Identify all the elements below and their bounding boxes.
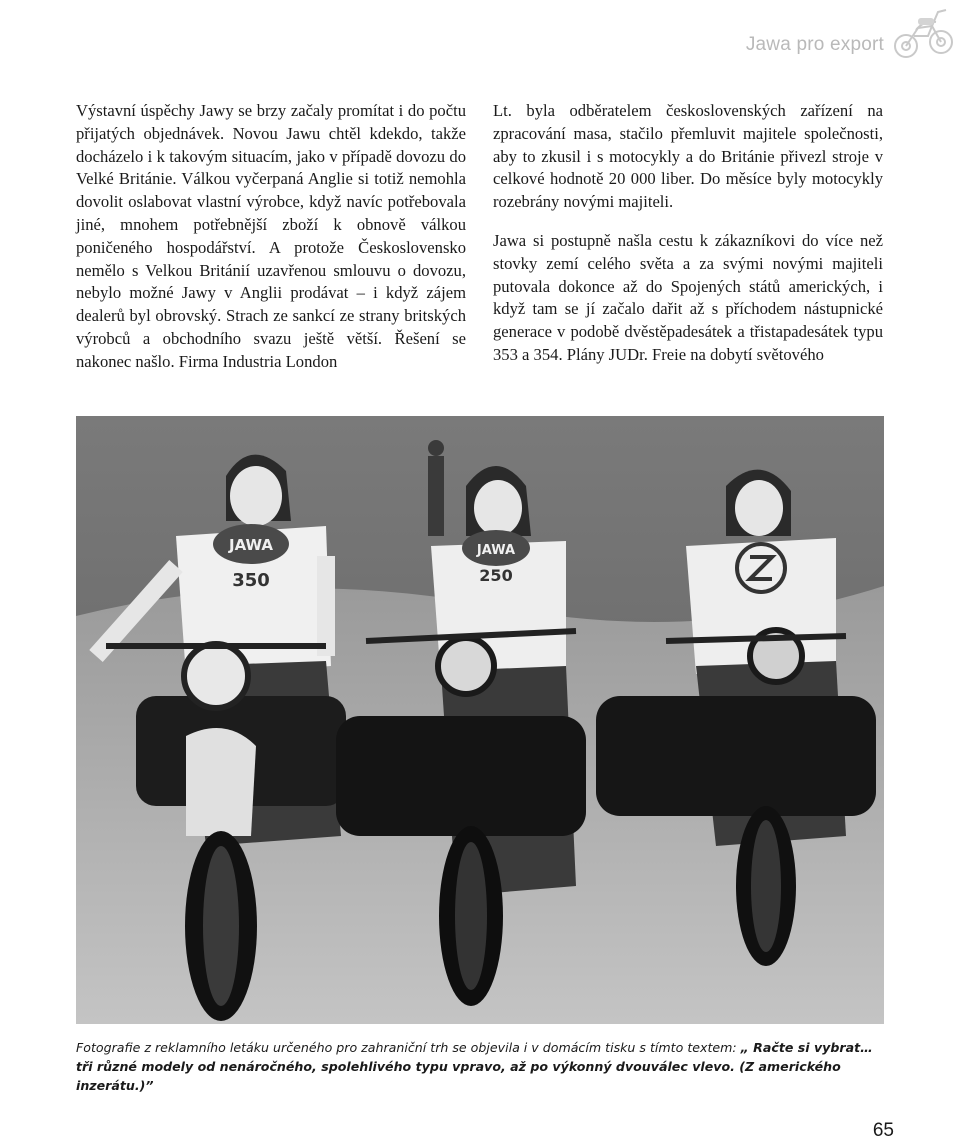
shirt-label-brand: JAWA (476, 543, 516, 558)
left-paragraph: Výstavní úspěchy Jawy se brzy začaly promítat i do počtu přijatých objednávek. Novou Jawu chtěl kdekdo, takže docházelo i k takovým situacím, jako v případě dovozu do Velké Británie. Válkou vyčerpaná Anglie si totiž nemohla dovolit oslabovat vlastní výrobce, když navíc potřebovala jiné, mnohem potřebnější zboží k obnově válkou poničeného hospodářství. A protože Československo nemělo s Velkou Británií uzavřenou smlouvu o dovozu, nebylo možné Jawy v Anglii prodávat – i když zájem dealerů byl obrovský. Strach ze sankcí ze strany britských výrobců a obchodního svazu ještě větší. Řešení se nakonec našlo. Firma Industria London (76, 101, 466, 371)
right-text-column (493, 100, 883, 383)
caption-quote: „ Račte si vybrat…tři různé modely od nenáročného, spolehlivého typu vpravo, až po výkonný dvouválec vlevo. (Z amerického inzerátu.)” (76, 1040, 873, 1093)
caption-intro: Fotografie z reklamního letáku určeného pro zahraniční trh se objevila i v domácím tisku s tímto textem: (76, 1040, 741, 1055)
motorcycle-icon (892, 2, 954, 62)
advertising-photograph (76, 416, 884, 1024)
photo-illustration (76, 416, 884, 1024)
running-header-title: Jawa pro export (745, 34, 884, 55)
shirt-label-brand: JAWA (229, 536, 273, 554)
shirt-label-model: 250 (479, 566, 513, 585)
page-number: 65 (872, 1120, 894, 1141)
shirt-label-model: 350 (232, 570, 270, 591)
photo-caption (76, 1038, 888, 1095)
right-paragraph-1: Lt. byla odběratelem československých zařízení na zpracování masa, stačilo přemluvit majitele společnosti, aby to zkusil i s motocykly a do Británie přivezl stroje v celkové hodnotě 20 000 liber. Do měsíce byly motocykly rozebrány novými majiteli. (493, 101, 883, 212)
left-text-column (76, 100, 466, 390)
right-paragraph-2: Jawa si postupně našla cestu k zákazníkovi do více než stovky zemí celého světa a za svými novými majiteli putovala dokonce až do Spojených států amerických, i když tam se jí začalo dařit až s příchodem nástupnické generace v podobě dvěstěpadesátek a třistapadesátek typu 353 a 354. Plány JUDr. Freie na dobytí světového (493, 230, 883, 364)
